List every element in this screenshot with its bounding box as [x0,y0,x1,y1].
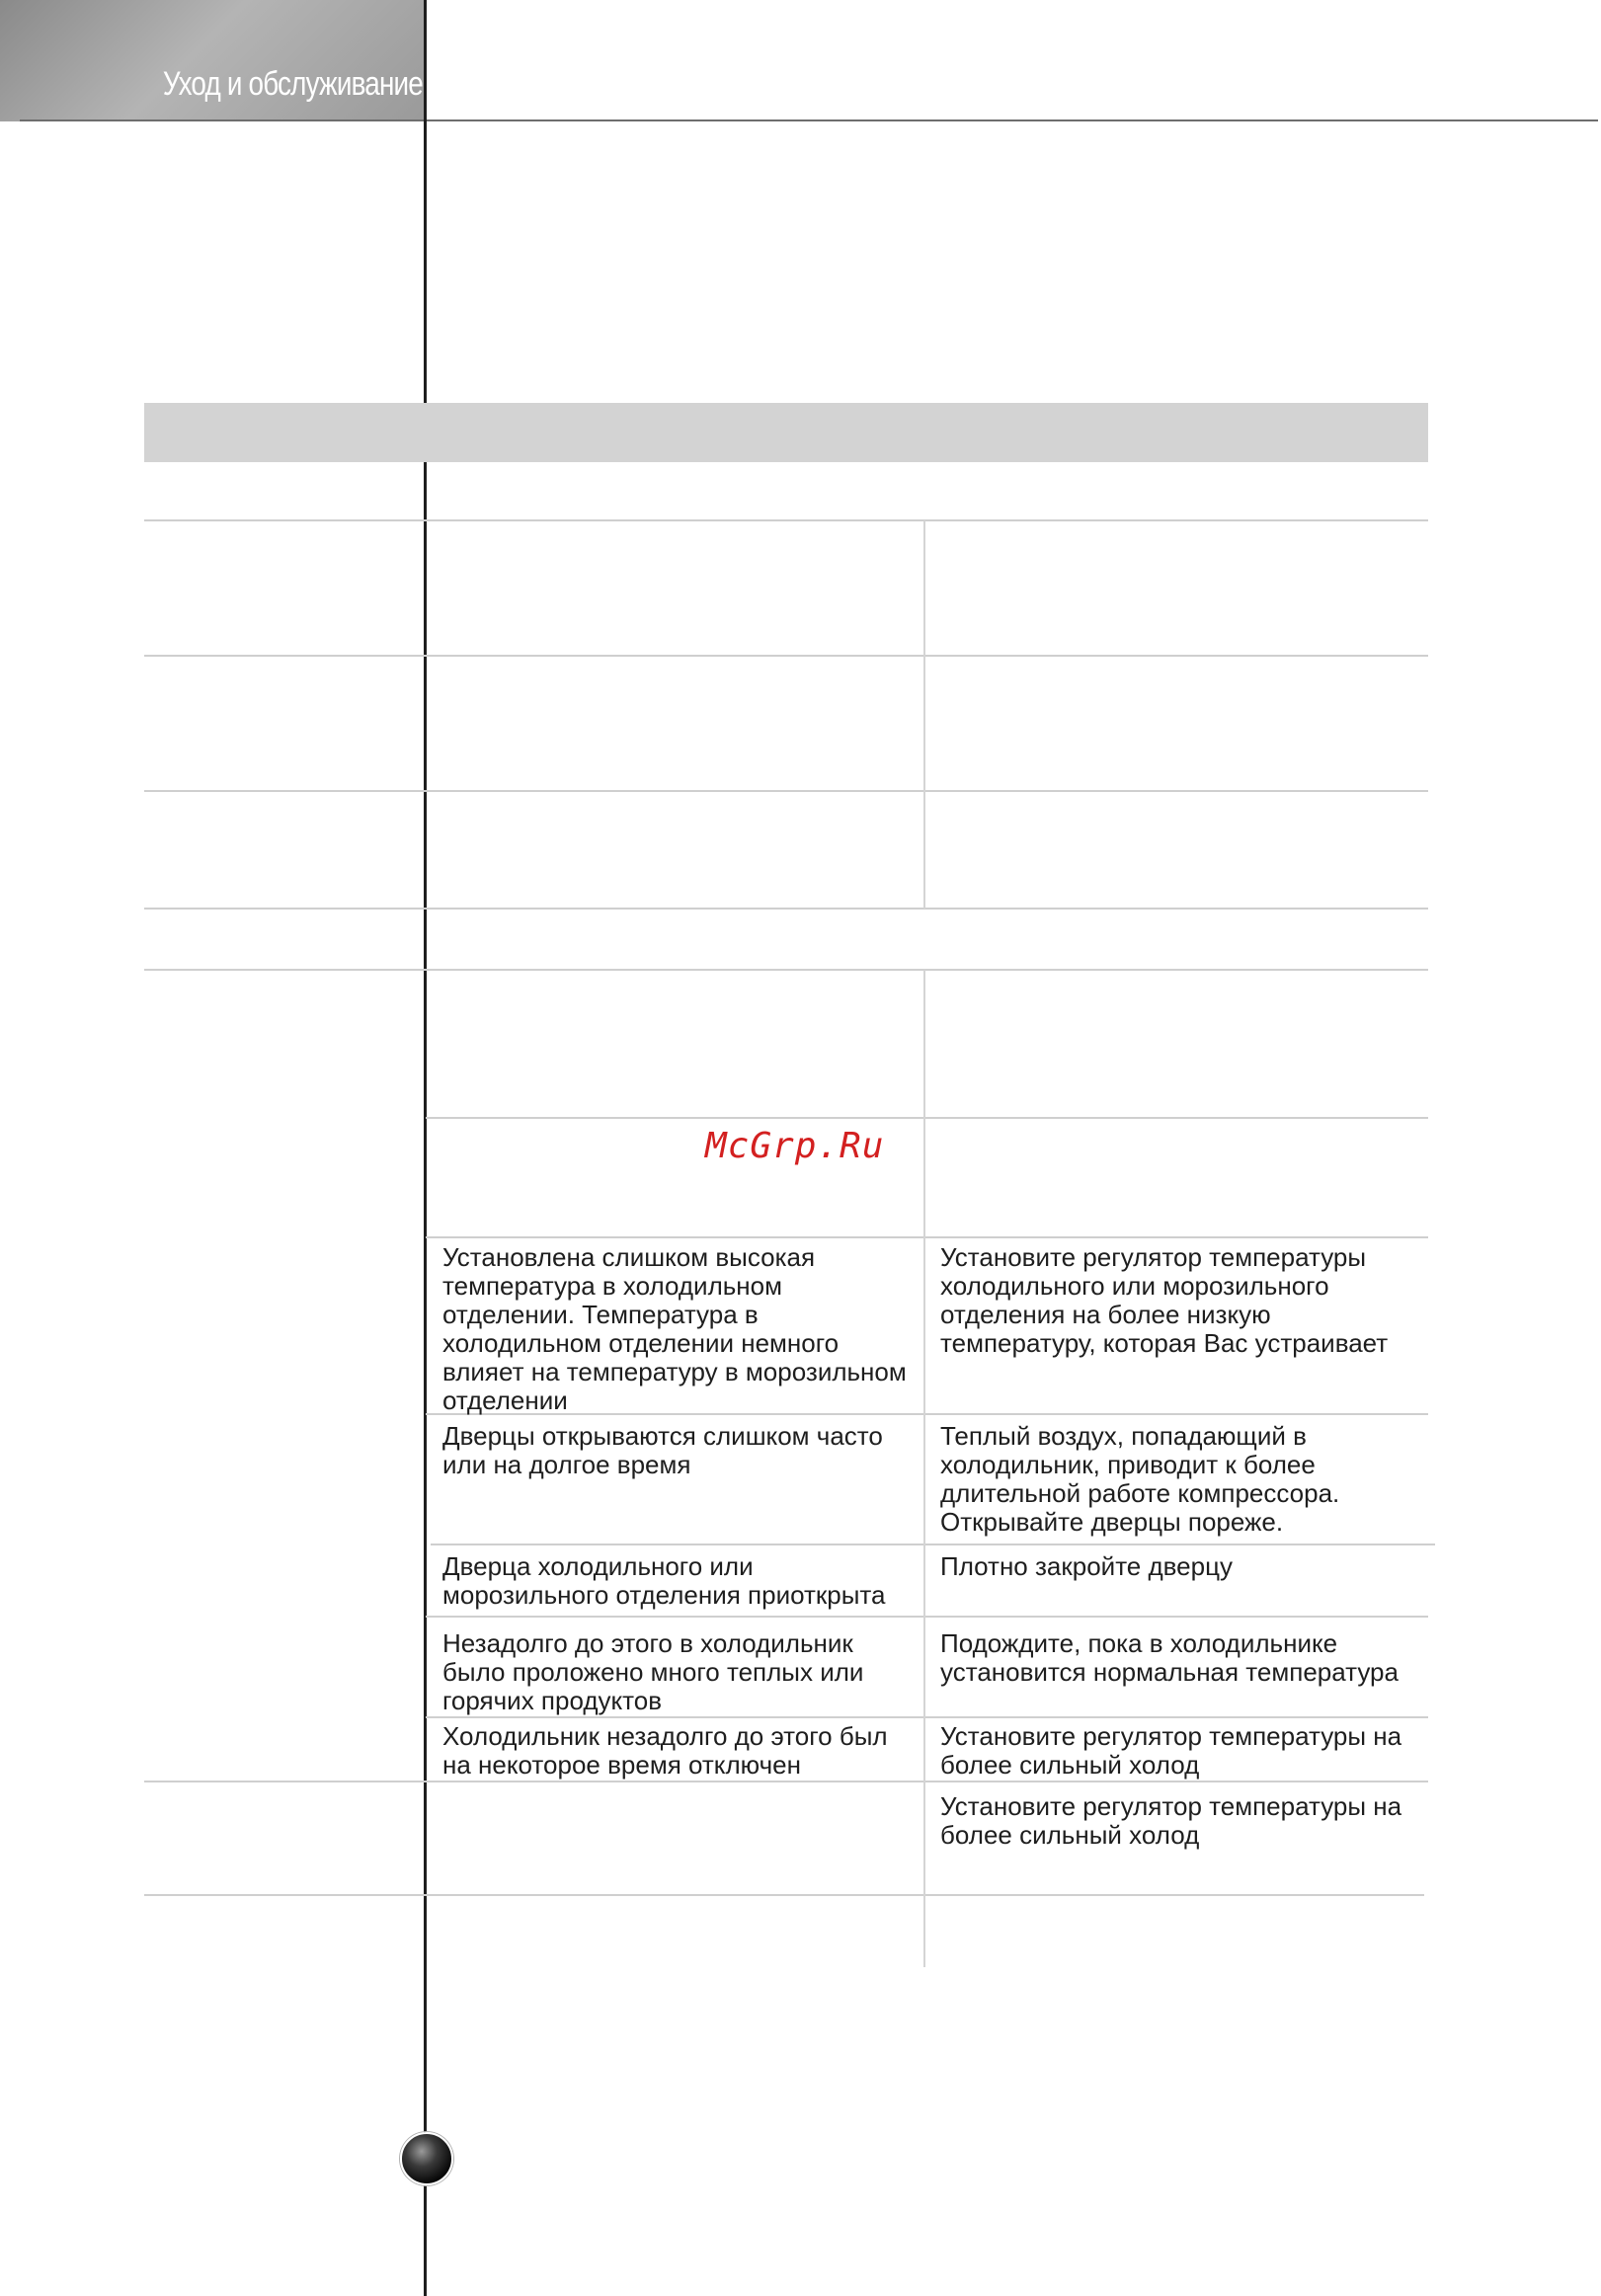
remedy-cell: Установите регулятор температуры на более сильный холод [940,1721,1402,1780]
table-header-band [144,403,1428,462]
table-rule [426,1716,1428,1718]
table-rule [144,1894,1424,1896]
remedy-cell: Подождите, пока в холодильнике установится нормальная температура [940,1628,1399,1687]
remedy-cell: Установите регулятор температуры холодильного или морозильного отделения на более низкую температуру, которая Вас устраивает [940,1242,1389,1358]
table-rule [426,1616,1428,1618]
watermark: McGrp.Ru [705,1126,885,1166]
table-rule [426,1117,1428,1119]
remedy-cell: Установите регулятор температуры на более сильный холод [940,1791,1402,1850]
table-rule [144,1781,1428,1782]
cause-cell: Холодильник незадолго до этого был на некоторое время отключен [442,1721,888,1780]
table-rule [144,790,1428,792]
section-title: Уход и обслуживание [162,65,423,103]
table-rule [144,908,1428,910]
remedy-cell: Плотно закройте дверцу [940,1551,1233,1581]
page-marker-dot [400,2132,453,2185]
column-divider [923,520,925,909]
page-spine [424,0,427,2296]
cause-cell: Дверцы открываются слишком часто или на долгое время [442,1421,883,1479]
table-rule [144,655,1428,657]
cause-cell: Незадолго до этого в холодильник было проложено много теплых или горячих продуктов [442,1628,864,1715]
table-rule [144,519,1428,521]
table-rule [431,1544,1435,1545]
header-rule [20,119,1598,121]
cause-cell: Установлена слишком высокая температура в холодильном отделении. Температура в холодильном отделении немного влияет на температуру в морозильном отделении [442,1242,907,1415]
column-divider [923,970,925,1967]
table-rule [426,1236,1428,1238]
remedy-cell: Теплый воздух, попадающий в холодильник, приводит к более длительной работе компрессора. Открывайте дверцы пореже. [940,1421,1340,1537]
table-rule [144,969,1428,971]
cause-cell: Дверца холодильного или морозильного отделения приоткрыта [442,1551,886,1610]
